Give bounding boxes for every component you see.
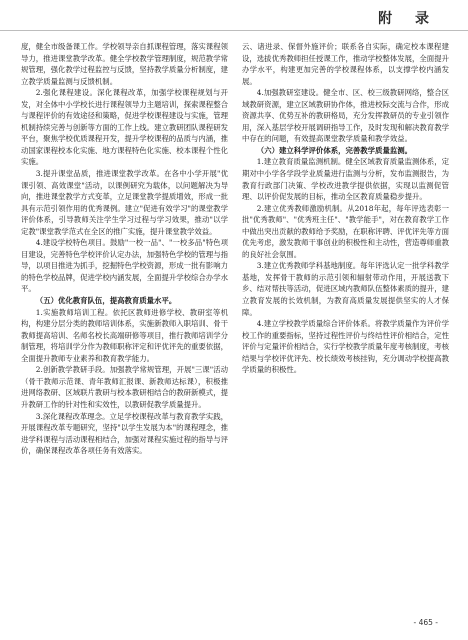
paragraph: 4.建设学校特色项目。鼓励"一校一品"、"一校多品"特色项目建设，完善特色学校评价认定办法，加强特色学校的管理与指导，以项目推进为抓手，挖掘特色学校资源，形成一批有影响力的特色学校品牌，促进学校内涵发展，全面提升学校综合办学水平。 [21, 238, 228, 294]
paragraph: 3.建立优秀教师学科基地制度。每年评选认定一批学科教学基地，发挥骨干教师的示范引领和辐射带动作用，开展送教下乡、结对帮扶等活动，促进区域内教师队伍整体素质的提升，建立教育发展的长效机制，为教育高质量发展提供坚实的人才保障。 [242, 261, 449, 317]
paragraph: 3.提升课堂品质，推进课堂教学改革。在各中小学开展"优课引领、高效课堂"活动，以课例研究为载体，以问题解决为导向，推进课堂教学方式变革，立足课堂教学提质增效，形成一批具有示范引领作用的优秀课例。建立"促进有效学习"的课堂教学评价体系，引导教师关注学生学习过程与学习效果，推动"以学定教"课堂教学范式在全区的推广实施，提升课堂教学效益。 [21, 169, 228, 236]
page-header [0, 0, 468, 31]
header-title: 附 录 [378, 11, 438, 27]
left-column [21, 41, 228, 611]
paragraph: 2.创新教学教研手段。加强教学常规管理，开展"三课"活动（骨干教师示范课、青年教师汇报课、新教师达标课），积极推进网络教研、区域联片教研与校本教研相结合的教研新模式，提升教研工作的针对性和实效性，以教研促教学质量提升。 [21, 365, 228, 409]
paragraph: （五）优化教育队伍，提高教育质量水平。 [35, 296, 177, 306]
paragraph: （六）建立科学评价体系，完善教学质量监测。 [256, 145, 413, 155]
paragraph: 1.建立教育质量监测机制。健全区域教育质量监测体系，定期对中小学各学段学业质量进行监测与分析，发布监测报告，为教育行政部门决策、学校改进教学提供依据，实现以监测促管理、以评价促发展的目标，推动全区教育质量稳步提升。 [242, 157, 449, 202]
page-number: - 465 - [413, 618, 438, 627]
paragraph: 3.深化课程改革理念。立足学校课程改革与教育教学实践，开展课程改革专题研究，坚持"以学生发展为本"的课程理念，推进学科课程与活动课程相结合，加强对课程实施过程的指导与评价，确保课程改革各项任务有效落实。 [21, 411, 228, 456]
paragraph: 1.实施教师培训工程。依托区教师进修学校、教研室等机构，构建分层分类的教师培训体系，实施新教师入职培训、骨干教师提高培训、名师名校长高端研修等项目，推行教师培训学分制管理，将培训学分作为教师职称评定和评优评先的重要依据，全面提升教师专业素养和教育教学能力。 [21, 307, 228, 363]
paragraph: 4.建立学校教学质量综合评价体系。将教学质量作为评价学校工作的重要指标，坚持过程性评价与终结性评价相结合，定性评价与定量评价相结合，实行学校教学质量年度考核制度，考核结果与学校评优评先、校长绩效考核挂钩，充分调动学校提高教学质量的积极性。 [242, 319, 449, 375]
right-column [242, 41, 449, 611]
paragraph: 度，健全市级备课工作。学校领导亲自抓课程管理，落实课程领导力，推进课堂教学改革。健全学校教学管理制度，规范教学常规管理，强化教学过程监控与反馈，坚持教学质量分析制度，建立教学质量监测与反馈机制。 [21, 42, 228, 86]
paragraph: 2.强化课程建设。深化课程改革，加强学校课程规划与开发，对全体中小学校长进行课程领导力主题培训，探索课程整合与课程评价的有效途径和策略，促进学校课程建设与实施，管理机制持续完善与创新等方面的工作上线。建立教研团队课程研发平台，聚焦学校优质课程开发，提升学校课程的品质与内涵，推动国家课程校本化实施、地方课程特色化实施、校本课程个性化实施。 [21, 88, 228, 167]
paragraph: 2.建立优秀教师激励机制。从2018年起，每年评选表彰一批"优秀教师"、"优秀班主任"、"教学能手"，对在教育教学工作中做出突出贡献的教师给予奖励，在职称评聘、评优评先等方面优先考虑，激发教师干事创业的积极性和主动性，营造尊师重教的良好社会氛围。 [242, 203, 449, 259]
paragraph: 4.加强教研室建设。健全市、区、校三级教研网络，整合区域教研资源，建立区域教研协作体，推进校际交流与合作，形成资源共享、优势互补的教研格局，充分发挥教研员的专业引领作用，深入基层学校开展调研指导工作，及时发现和解决教育教学中存在的问题，有效提高课堂教学质量和教学效益。 [242, 88, 449, 144]
paragraph: 云、诸进录、保督外施评价；联系各自实际，确定校本课程建设，选拔优秀教师担任授课工作，推动学校整体发展，全面提升办学水平，构建更加完善的学校课程体系，以支撑学校内涵发展。 [242, 42, 449, 86]
